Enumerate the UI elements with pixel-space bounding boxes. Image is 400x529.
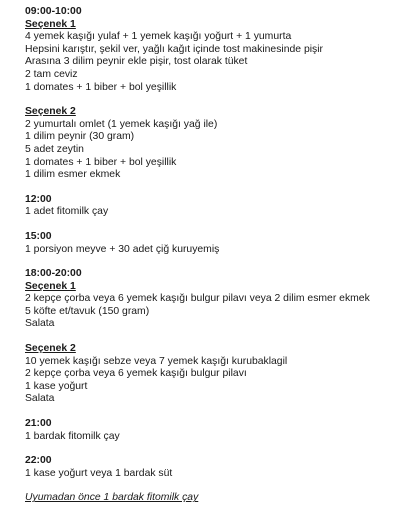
breakfast-section — [25, 6, 400, 182]
breakfast-option1-line: 1 domates + 1 biber + bol yeşillik — [25, 81, 177, 93]
dinner-time: 18:00-20:00 — [25, 268, 82, 280]
snack-2200-time: 22:00 — [25, 455, 52, 467]
dinner-option2-line: 2 kepçe çorba veya 6 yemek kaşığı bulgur pilavı — [25, 368, 247, 380]
snack-2100-section — [25, 418, 400, 443]
snack-2200-line: 1 kase yoğurt veya 1 bardak süt — [25, 467, 173, 479]
dinner-section — [25, 268, 400, 406]
dinner-option1-line: Salata — [25, 318, 55, 330]
dinner-option1-line: 2 kepçe çorba veya 6 yemek kaşığı bulgur pilavı veya 2 dilim esmer ekmek — [25, 293, 370, 305]
breakfast-option2-title: Seçenek 2 — [25, 106, 76, 118]
breakfast-option2-line: 1 dilim esmer ekmek — [25, 169, 121, 181]
breakfast-option1-line: 2 tam ceviz — [25, 68, 78, 80]
dinner-option2-line: Salata — [25, 393, 55, 405]
dinner-option2-line: 10 yemek kaşığı sebze veya 7 yemek kaşığı kurubaklagil — [25, 355, 288, 367]
snack-2100-line: 1 bardak fitomilk çay — [25, 430, 120, 442]
breakfast-option1-line: Hepsini karıştır, şekil ver, yağlı kağıt içinde tost makinesinde pişir — [25, 43, 323, 55]
dinner-option1-title: Seçenek 1 — [25, 280, 76, 292]
breakfast-option2-line: 2 yumurtalı omlet (1 yemek kaşığı yağ ile) — [25, 118, 218, 130]
snack-1200-line: 1 adet fitomilk çay — [25, 206, 109, 218]
breakfast-option2-line: 5 adet zeytin — [25, 143, 84, 155]
breakfast-option1-line: 4 yemek kaşığı yulaf + 1 yemek kaşığı yoğurt + 1 yumurta — [25, 31, 292, 43]
dinner-option2-title: Seçenek 2 — [25, 343, 76, 355]
snack-1200-time: 12:00 — [25, 193, 52, 205]
breakfast-option2-line: 1 dilim peynir (30 gram) — [25, 131, 135, 143]
dinner-option1-line: 5 köfte et/tavuk (150 gram) — [25, 305, 150, 317]
breakfast-time: 09:00-10:00 — [25, 6, 82, 17]
snack-2100-time: 21:00 — [25, 418, 52, 430]
snack-1500-time: 15:00 — [25, 230, 52, 242]
breakfast-option1-line: Arasına 3 dilim peynir ekle pişir, tost olarak tüket — [25, 56, 248, 68]
breakfast-option1-title: Seçenek 1 — [25, 18, 76, 30]
bedtime-note: Uyumadan önce 1 bardak fitomilk çay — [25, 492, 199, 504]
dinner-option2-line: 1 kase yoğurt — [25, 380, 88, 392]
snack-1500-line: 1 porsiyon meyve + 30 adet çiğ kuruyemiş — [25, 243, 220, 255]
breakfast-option2-line: 1 domates + 1 biber + bol yeşillik — [25, 156, 177, 168]
snack-1500-section — [25, 231, 400, 256]
snack-2200-section — [25, 455, 400, 480]
snack-1200-section — [25, 194, 400, 219]
